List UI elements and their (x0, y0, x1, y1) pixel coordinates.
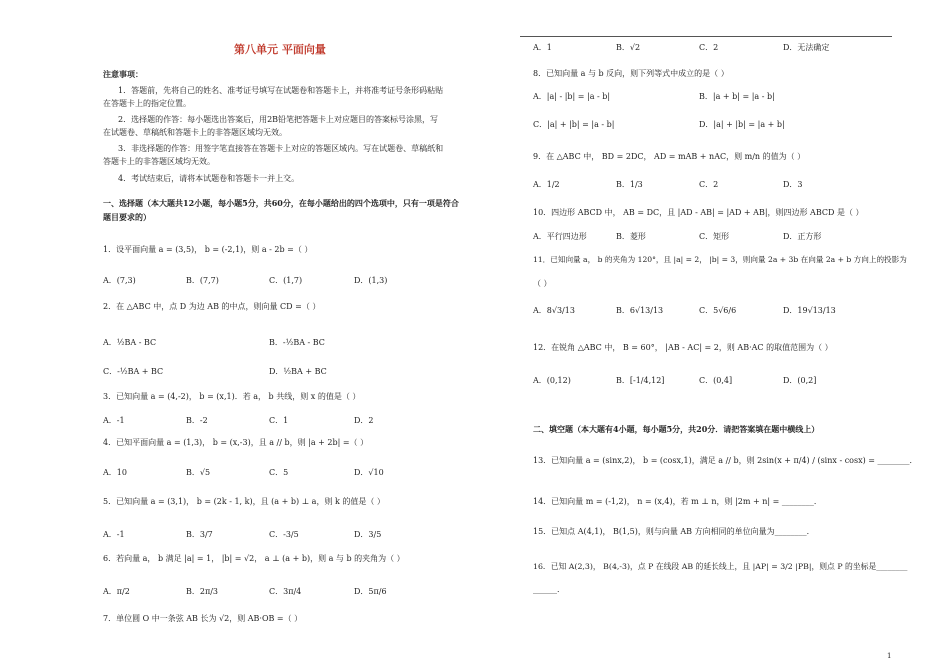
section1-heading: 一、选择题（本大题共12小题，每小题5分，共60分，在每小题给出的四个选项中，只有一项是符合 (103, 198, 459, 208)
q10-stem: 10．四边形 ABCD 中， AB = DC，且 |AD - AB| = |AD + AB|，则四边形 ABCD 是（ ） (533, 208, 864, 217)
q14-stem: 14．已知向量 m = (-1,2)， n = (x,4)，若 m ⊥ n，则 |2m + n| = ________． (533, 497, 822, 506)
section2-heading: 二、填空题（本大题有4小题，每小题5分，共20分．请把答案填在题中横线上） (533, 424, 820, 434)
notice-line-2: 在答题卡上的指定位置。 (103, 99, 191, 108)
q5-option-c: C．-3/5 (269, 530, 299, 539)
q11-option-b: B．6√13/13 (616, 306, 664, 315)
q10-option-b: B．菱形 (616, 232, 646, 241)
q4-option-d: D．√10 (354, 468, 384, 477)
q2-option-c: C．-½BA + BC (103, 367, 164, 376)
q5-option-d: D．3/5 (354, 530, 382, 539)
q1-option-a: A．(7,3) (103, 276, 136, 285)
q2-stem: 2．在 △ABC 中，点 D 为边 AB 的中点，则向量 CD =（ ） (103, 302, 321, 311)
q12-option-d: D．(0,2] (783, 376, 817, 385)
q11-option-c: C．5√6/6 (699, 306, 737, 315)
q7-option-a: A．1 (533, 43, 552, 52)
q8-stem: 8．已知向量 a 与 b 反向，则下列等式中成立的是（ ） (533, 69, 729, 78)
q7-option-b: B．√2 (616, 43, 641, 52)
q12-stem: 12．在锐角 △ABC 中， B = 60°， |AB - AC| = 2，则 AB·AC 的取值范围为（ ） (533, 343, 833, 352)
q5-stem: 5．已知向量 a = (3,1)， b = (2k - 1, k)，且 (a + b) ⊥ a，则 k 的值是（ ） (103, 497, 385, 506)
q3-option-c: C．1 (269, 416, 289, 425)
q2-option-b: B．-½BA - BC (269, 338, 325, 347)
q7-option-c: C．2 (699, 43, 719, 52)
notice-line-3: 2．选择题的作答：每小题选出答案后，用2B铅笔把答题卡上对应题目的答案标号涂黑，写 (118, 115, 439, 124)
q8-option-c: C．|a| + |b| = |a - b| (533, 120, 615, 129)
q6-option-c: C．3π/4 (269, 587, 302, 596)
q4-option-b: B．√5 (186, 468, 211, 477)
notice-line-4: 在试题卷、草稿纸和答题卡上的非答题区域均无效。 (103, 128, 287, 137)
section1-heading-cont: 题目要求的） (103, 212, 151, 222)
q2-option-d: D．½BA + BC (269, 367, 327, 376)
q8-option-b: B．|a + b| = |a - b| (699, 92, 775, 101)
notice-line-1: 1．答题前，先将自己的姓名、准考证号填写在试题卷和答题卡上，并将准考证号条形码粘贴 (118, 86, 444, 95)
q4-option-c: C．5 (269, 468, 289, 477)
q16-stem: 16．已知 A(2,3)， B(4,-3)，点 P 在线段 AB 的延长线上，且 |AP| = 3/2 |PB|，则点 P 的坐标是________ (533, 562, 908, 571)
q3-stem: 3．已知向量 a = (4,-2)， b = (x,1)．若 a， b 共线，则 x 的值是（ ） (103, 392, 361, 401)
q10-option-d: D．正方形 (783, 232, 822, 241)
q11-option-a: A．8√3/13 (533, 306, 575, 315)
q10-option-c: C．矩形 (699, 232, 730, 241)
notice-line-6: 答题卡上的非答题区域均无效。 (103, 157, 215, 166)
notice-line-5: 3．非选择题的作答：用签字笔直接答在答题卡上对应的答题区域内。写在试题卷、草稿纸和 (118, 144, 444, 153)
q3-option-a: A．-1 (103, 416, 125, 425)
q9-option-c: C．2 (699, 180, 719, 189)
q6-option-b: B．2π/3 (186, 587, 219, 596)
q12-option-a: A．(0,12) (533, 376, 571, 385)
q6-option-d: D．5π/6 (354, 587, 387, 596)
q2-option-a: A．½BA - BC (103, 338, 157, 347)
q7-stem: 7．单位圆 O 中一条弦 AB 长为 √2，则 AB·OB =（ ） (103, 614, 303, 623)
q1-option-d: D．(1,3) (354, 276, 388, 285)
q1-stem: 1．设平面向量 a = (3,5)， b = (-2,1)，则 a - 2b =（ ） (103, 245, 313, 254)
q1-option-c: C．(1,7) (269, 276, 303, 285)
notice-heading: 注意事项： (103, 69, 143, 79)
q11-stem: 11．已知向量 a， b 的夹角为 120°，且 |a| = 2， |b| = 3，则向量 2a + 3b 在向量 2a + b 方向上的投影为 (533, 255, 907, 264)
q9-option-b: B．1/3 (616, 180, 643, 189)
q7-option-d: D．无法确定 (783, 43, 830, 52)
q16-stem-cont: ______． (533, 585, 565, 594)
q11-stem-cont: （ ） (533, 279, 552, 288)
notice-line-7: 4．考试结束后，请将本试题卷和答题卡一并上交。 (118, 174, 300, 183)
q3-option-b: B．-2 (186, 416, 208, 425)
q4-stem: 4．已知平面向量 a = (1,3)， b = (x,-3)，且 a // b，则 |a + 2b| =（ ） (103, 438, 369, 447)
q5-option-b: B．3/7 (186, 530, 213, 539)
q9-stem: 9．在 △ABC 中， BD = 2DC， AD = mAB + nAC，则 m/n 的值为（ ） (533, 152, 806, 161)
header-rule (520, 36, 892, 37)
q15-stem: 15．已知点 A(4,1)， B(1,5)，则与向量 AB 方向相同的单位向量为________． (533, 527, 815, 536)
q13-stem: 13．已知向量 a = (sinx,2)， b = (cosx,1)，满足 a // b，则 2sin(x + π/4) / (sinx - cosx) = ________． (533, 456, 918, 465)
page-number: 1 (887, 652, 892, 660)
q12-option-c: C．(0,4] (699, 376, 733, 385)
q8-option-a: A．|a| - |b| = |a - b| (533, 92, 611, 101)
q4-option-a: A．10 (103, 468, 127, 477)
q10-option-a: A．平行四边形 (533, 232, 587, 241)
q3-option-d: D．2 (354, 416, 374, 425)
q6-stem: 6．若向量 a， b 满足 |a| = 1， |b| = √2， a ⊥ (a + b)，则 a 与 b 的夹角为（ ） (103, 554, 405, 563)
q8-option-d: D．|a| + |b| = |a + b| (699, 120, 785, 129)
q9-option-a: A．1/2 (533, 180, 560, 189)
q9-option-d: D．3 (783, 180, 803, 189)
q11-option-d: D．19√13/13 (783, 306, 836, 315)
page-title: 第八单元 平面向量 (234, 43, 326, 56)
q5-option-a: A．-1 (103, 530, 125, 539)
q6-option-a: A．π/2 (103, 587, 130, 596)
q12-option-b: B．[-1/4,12] (616, 376, 665, 385)
q1-option-b: B．(7,7) (186, 276, 219, 285)
